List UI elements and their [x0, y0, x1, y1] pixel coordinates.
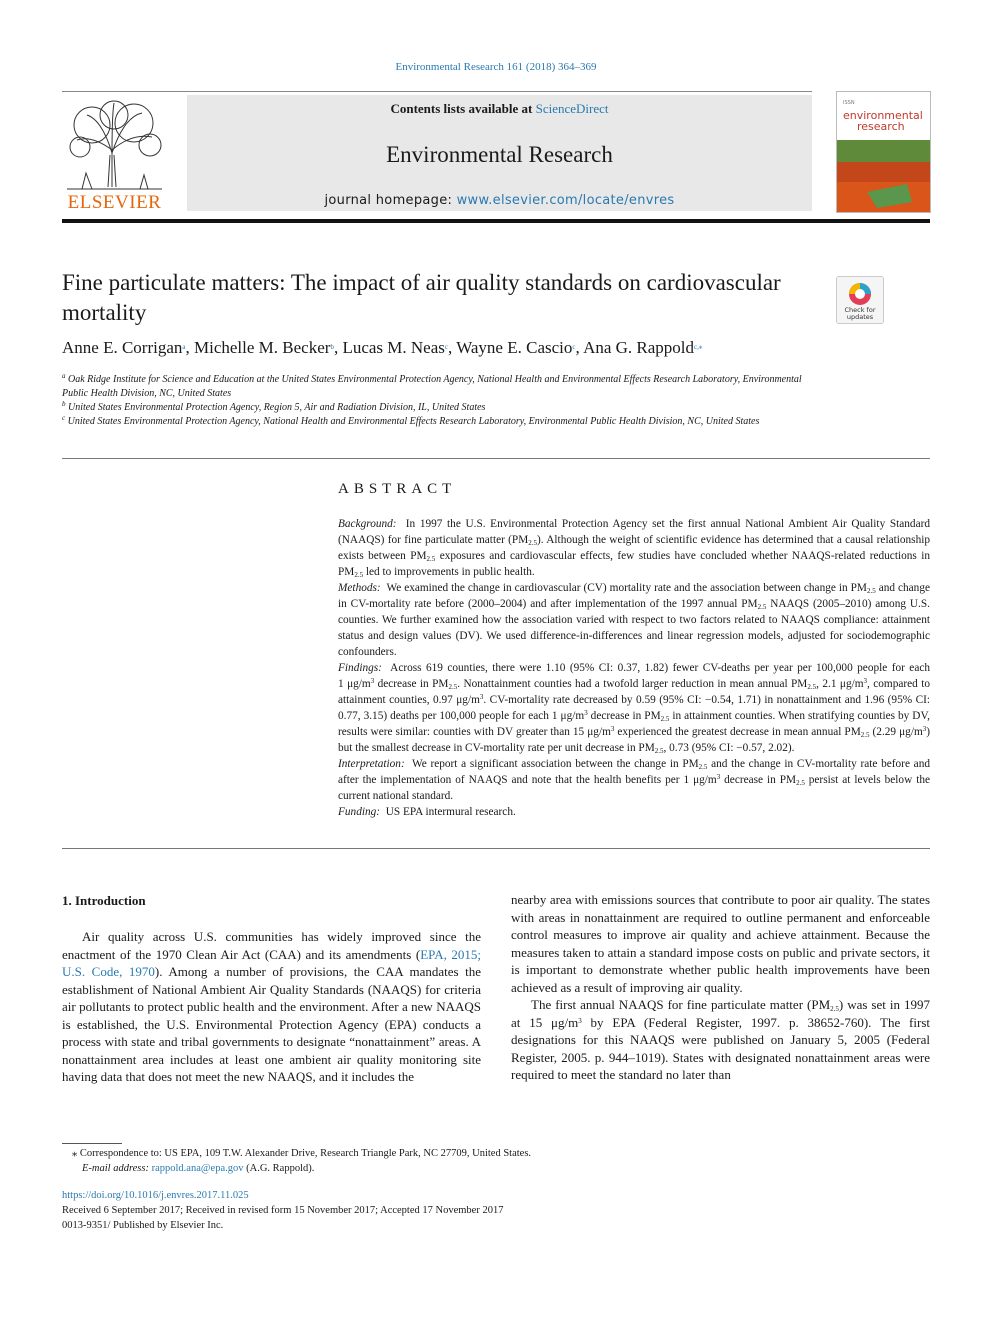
author[interactable]	[342, 338, 448, 357]
body-column-left	[62, 928, 481, 1086]
abstract-rule	[62, 848, 930, 849]
abstract-background: Background: In 1997 the U.S. Environmental Protection Agency set the first annual National Ambient Air Quality Standard (NAAQS) for fine particulate matter $(PM_{2.5})$. Although the weight of scientific evidence has determined that a causal relationship exists between $PM_{2.5}$ exposures and cardiovascular effects, few studies have concluded whether NAAQS-related reductions in $PM_{2.5}$ led to improvements in public health.	[338, 518, 931, 579]
affiliation-text: Oak Ridge Institute for Science and Education at the United States Environmental Protection Agency, National Health and Environmental Effects Research Laboratory, Environmental Public Health Division, NC, United States	[62, 374, 802, 399]
email-link[interactable]: rappold.ana@epa.gov	[151, 1163, 244, 1174]
abstract-heading: ABSTRACT	[338, 481, 457, 497]
affiliation	[62, 401, 822, 415]
body-paragraph: nearby area with emissions sources that contribute to poor air quality. The states with areas in nonattainment are required to outline permanent and enforceable control measures to improve air quality and achieve attainment. Because the measures taken to attain a standard impose costs on public and private sectors, it is important to demonstrate whether public health improvements have been achieved as a result of improving air quality.	[511, 892, 930, 995]
author-name: Wayne E. Cascio	[456, 338, 573, 357]
author-name: Anne E. Corrigan	[62, 338, 183, 357]
author[interactable]	[194, 338, 334, 357]
footnote-rule	[62, 1143, 122, 1144]
email-label: E-mail address:	[82, 1163, 149, 1174]
homepage-link[interactable]: www.elsevier.com/locate/envres	[456, 193, 675, 208]
affiliation	[62, 373, 822, 401]
abstract-findings: Findings: Across 619 counties, there were 1.10 (95% CI: 0.37, 1.82) fewer CV-deaths per year per 100,000 people for each 1 $\mu g/m^3$ decrease in $PM_{2.5}$. Nonattainment counties had a twofold larger reduction in mean annual $PM_{2.5}$, 2.1 $\mu g/m^3$, compared to attainment counties, 0.97 $\mu g/m^3$. CV-mortality rate decreased by 0.59 (95% CI: −0.54, 1.71) in nonattainment and 1.96 (95% CI: 0.77, 3.15) deaths per 100,000 people for each 1 $\mu g/m^3$ decrease in $PM_{2.5}$ in attainment counties. When stratifying counties by DV, results were similar: counties with DV greater than 15 $\mu g/m^3$ experienced the greatest decrease in mean annual $PM_{2.5}$ (2.29 $\mu g/m^3$) but the smallest decrease in CV-mortality rate per unit decrease in $PM_{2.5}$, 0.73 (95% CI: −0.57, 2.02).	[338, 662, 931, 755]
check-for-updates-label: Check for updates	[844, 306, 876, 321]
contents-available	[187, 101, 812, 117]
author-name: Lucas M. Neas	[342, 338, 445, 357]
email-note	[62, 1161, 930, 1176]
abstract-label: Interpretation:	[338, 758, 405, 770]
received-dates: Received 6 September 2017; Received in revised form 15 November 2017; Accepted 17 November 2017	[62, 1205, 504, 1216]
abstract-label: Background:	[338, 518, 397, 530]
author[interactable]	[456, 338, 575, 357]
homepage-prefix: journal homepage:	[324, 193, 457, 208]
article-title: Fine particulate matters: The impact of air quality standards on cardiovascular mortality	[62, 270, 781, 325]
author-name: Michelle M. Becker	[194, 338, 331, 357]
abstract-label: Funding:	[338, 806, 381, 818]
affiliation-marker: a	[62, 372, 66, 380]
elsevier-wordmark: ELSEVIER	[67, 192, 162, 213]
cover-title-line2: research	[857, 120, 905, 133]
author[interactable]	[62, 338, 186, 357]
affiliation-text: United States Environmental Protection Agency, National Health and Environmental Effects Research Laboratory, Environmental Public Health Division, NC, United States	[67, 416, 760, 427]
author-affiliation-marker[interactable]: a	[182, 343, 186, 351]
correspondence-note: ⁎ Correspondence to: US EPA, 109 T.W. Alexander Drive, Research Triangle Park, NC 27709, United States.	[72, 1148, 532, 1159]
affiliation-marker: b	[62, 400, 66, 408]
cover-title-line1: environmental	[843, 109, 923, 122]
affiliation	[62, 415, 822, 429]
author[interactable]	[583, 338, 702, 357]
affiliation-text: United States Environmental Protection Agency, Region 5, Air and Radiation Division, IL, United States	[68, 402, 486, 413]
journal-cover-image[interactable]	[836, 91, 931, 213]
body-paragraph: Air quality across U.S. communities has widely improved since the enactment of the 1970 Clean Air Act (CAA) and its amendments (EPA, 2015; U.S. Code, 1970). Among a number of provisions, the CAA mandates the establishment of National Ambient Air Quality Standards (NAAQS) for criteria air pollutants to protect public health and the environment. After a new NAAQS is established, the U.S. Environmental Protection Agency (EPA) conducts a process with state and tribal governments to designate “nonattainment” areas. A nonattainment area includes at least one ambient air quality monitoring site having data that does not meet the new NAAQS, and it includes the	[62, 929, 481, 1084]
header-thick-rule	[62, 219, 930, 223]
journal-citation[interactable]: Environmental Research 161 (2018) 364–369	[395, 61, 597, 73]
affiliation-marker: c	[62, 414, 66, 422]
body-paragraph: The first annual NAAQS for fine particulate matter $(PM_{2.5})$ was set in 1997 at 15 $\mu g/m^3$ by EPA (Federal Register, 1997. p. 38652-760). The first designations for this NAAQS were published on January 5, 2005 (Federal Register, 2005. p. 944–1019). States with designated nonattainment areas were required to meet the standard no later than	[511, 997, 930, 1082]
svg-text:ISSN: ISSN	[843, 100, 855, 106]
journal-name: Environmental Research	[386, 142, 613, 167]
header-rule	[62, 91, 812, 92]
section-heading: 1. Introduction	[62, 893, 146, 908]
affiliation-rule	[62, 458, 930, 459]
citation-link[interactable]: EPA, 2015; U.S. Code, 1970	[62, 946, 481, 979]
doi-link[interactable]: https://doi.org/10.1016/j.envres.2017.11.025	[62, 1190, 249, 1201]
body-column-right	[511, 891, 930, 1084]
footnotes	[62, 1146, 930, 1176]
author-affiliation-marker[interactable]: c,⁎	[694, 343, 703, 351]
contents-prefix: Contents lists available at	[390, 101, 536, 116]
journal-homepage	[187, 193, 812, 208]
email-suffix: (A.G. Rappold).	[246, 1163, 315, 1174]
correspondence-text: Correspondence to: US EPA, 109 T.W. Alexander Drive, Research Triangle Park, NC 27709, United States.	[79, 1148, 532, 1159]
abstract-label: Findings:	[338, 662, 382, 674]
issn-line: 0013-9351/ Published by Elsevier Inc.	[62, 1220, 224, 1231]
author-affiliation-marker[interactable]: c	[444, 343, 448, 351]
sciencedirect-link[interactable]: ScienceDirect	[535, 101, 609, 116]
author-affiliation-marker[interactable]: b	[330, 343, 334, 351]
check-for-updates-badge[interactable]	[836, 276, 884, 324]
abstract-methods: Methods: We examined the change in cardiovascular (CV) mortality rate and the association between change in $PM_{2.5}$ and change in CV-mortality rate before (2000–2004) and after implementation of the 1997 annual $PM_{2.5}$ NAAQS (2005–2010) among U.S. counties. We further examined how the association varied with respect to two factors related to NAAQS compliance: attainment status and design values (DV). We used difference-in-differences and linear regression models, adjusted for sociodemographic confounders.	[338, 582, 930, 658]
author-name: Ana G. Rappold	[583, 338, 695, 357]
abstract-interpretation: Interpretation: We report a significant association between the change in $PM_{2.5}$ and the change in CV-mortality rate before and after the implementation of NAAQS and note that the health benefits per 1 $\mu g/m^3$ decrease in $PM_{2.5}$ persist at levels below the current national standard.	[338, 758, 930, 802]
funding-text: US EPA intermural research.	[385, 806, 516, 818]
cover-title	[843, 110, 923, 132]
publication-info	[62, 1188, 930, 1233]
abstract-label: Methods:	[338, 582, 381, 594]
author-affiliation-marker[interactable]: c	[572, 343, 576, 351]
abstract-body	[338, 516, 930, 820]
abstract-funding	[338, 804, 930, 820]
author-list: Anne E. Corrigan$^a$, Michelle M. Becker$^b$, Lucas M. Neas$^c$, Wayne E. Cascio$^c$, Ana G. Rappold$^{c,⁎}$	[62, 338, 703, 357]
